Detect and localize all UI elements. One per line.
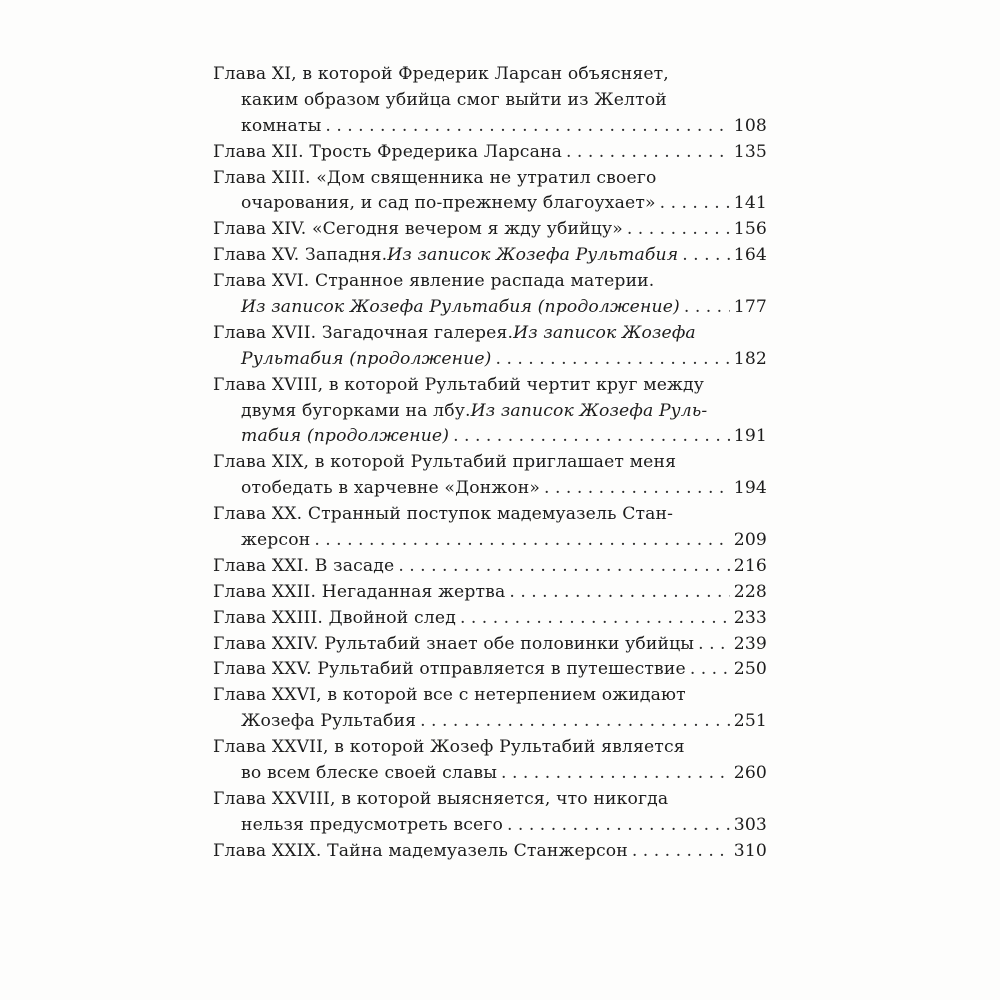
page-number: 233 <box>733 607 767 628</box>
toc-entry-continuation-line <box>213 399 767 425</box>
toc-entry-italic-text: Из записок Жозефа Рультабия <box>387 245 679 266</box>
toc-entry-text: Глава XXV. Рультабий отправляется в путешествие <box>213 659 686 680</box>
page-number: 194 <box>733 478 767 499</box>
toc-entry <box>213 217 767 243</box>
dot-leader <box>566 140 730 166</box>
toc-entry-continuation-line <box>213 761 767 787</box>
toc-entry-title-line <box>213 580 767 606</box>
toc-entry-title-line <box>213 450 767 476</box>
page-number: 191 <box>733 426 767 447</box>
toc-entry <box>213 554 767 580</box>
toc-entry <box>213 450 767 502</box>
toc-entry-text: Глава XXII. Негаданная жертва <box>213 581 506 602</box>
page-number: 303 <box>733 814 767 835</box>
page-number: 156 <box>733 219 767 240</box>
toc-entry-text: Глава XXVI, в которой все с нетерпением ожидают <box>213 685 686 706</box>
toc-entry-text: Глава XXI. В засаде <box>213 555 395 576</box>
dot-leader <box>420 709 730 735</box>
page-number: 239 <box>733 633 767 654</box>
toc-entry-text: нельзя предусмотреть всего <box>241 814 503 835</box>
toc-entry-text: комнаты <box>241 115 322 136</box>
toc-entry-title-line <box>213 554 767 580</box>
page-number: 260 <box>733 763 767 784</box>
toc-entry <box>213 735 767 787</box>
toc-entry-text: Глава XXIX. Тайна мадемуазель Станжерсон <box>213 840 628 861</box>
toc-entry <box>213 62 767 140</box>
toc-entry-italic-text: табия (продолжение) <box>241 426 450 447</box>
toc-entry-text: отобедать в харчевне «Донжон» <box>241 478 541 499</box>
toc-entry-title-line <box>213 243 767 269</box>
toc-entry-title-line <box>213 632 767 658</box>
table-of-contents <box>213 62 767 865</box>
toc-entry-text: Глава XIV. «Сегодня вечером я жду убийцу» <box>213 219 623 240</box>
dot-leader <box>660 191 730 217</box>
page-number: 182 <box>733 348 767 369</box>
toc-entry-text: жерсон <box>241 530 311 551</box>
toc-entry-text: каким образом убийца смог выйти из Желтой <box>241 89 667 110</box>
dot-leader <box>632 839 730 865</box>
toc-entry-continuation-line <box>213 424 767 450</box>
toc-entry-title-line <box>213 787 767 813</box>
toc-entry-continuation-line <box>213 295 767 321</box>
toc-entry-title-line <box>213 606 767 632</box>
toc-entry-continuation-line <box>213 347 767 373</box>
toc-entry-italic-text: Из записок Жозефа Руль- <box>470 400 708 421</box>
toc-entry-title-line <box>213 217 767 243</box>
toc-entry-continuation-line <box>213 191 767 217</box>
toc-entry-continuation-line <box>213 88 767 114</box>
page-number: 228 <box>733 581 767 602</box>
toc-entry <box>213 839 767 865</box>
toc-entry-title-line <box>213 62 767 88</box>
page-number: 108 <box>733 115 767 136</box>
toc-entry <box>213 140 767 166</box>
page-number: 216 <box>733 555 767 576</box>
toc-entry-continuation-line <box>213 813 767 839</box>
dot-leader <box>684 295 730 321</box>
page-number: 310 <box>733 840 767 861</box>
toc-entry-text: Глава XXIII. Двойной след <box>213 607 456 628</box>
toc-entry <box>213 243 767 269</box>
toc-entry <box>213 166 767 218</box>
toc-entry-text: Глава XV. Западня. <box>213 245 388 266</box>
toc-entry-text: Глава XVI. Странное явление распада материи. <box>213 271 655 292</box>
toc-entry <box>213 657 767 683</box>
toc-entry <box>213 787 767 839</box>
toc-entry-title-line <box>213 140 767 166</box>
page-number: 209 <box>733 530 767 551</box>
dot-leader <box>690 657 730 683</box>
toc-entry <box>213 606 767 632</box>
toc-entry <box>213 632 767 658</box>
page-number: 251 <box>733 711 767 732</box>
toc-entry-text: Глава XIII. «Дом священника не утратил своего <box>213 167 657 188</box>
dot-leader <box>501 761 730 787</box>
toc-entry-title-line <box>213 683 767 709</box>
toc-entry-title-line <box>213 657 767 683</box>
toc-entry-text: Жозефа Рультабия <box>241 711 417 732</box>
toc-entry-continuation-line <box>213 709 767 735</box>
toc-entry-title-line <box>213 166 767 192</box>
page-number: 141 <box>733 193 767 214</box>
toc-entry-italic-text: Из записок Жозефа <box>513 322 696 343</box>
toc-entry-title-line <box>213 321 767 347</box>
toc-entry-text: очарования, и сад по-прежнему благоухает» <box>241 193 656 214</box>
dot-leader <box>453 424 730 450</box>
toc-entry-text: Глава XVII. Загадочная галерея. <box>213 322 514 343</box>
dot-leader <box>509 580 729 606</box>
dot-leader <box>325 114 729 140</box>
toc-entry-title-line <box>213 735 767 761</box>
dot-leader <box>698 632 730 658</box>
toc-entry <box>213 321 767 373</box>
toc-entry-text: двумя бугорками на лбу. <box>241 400 471 421</box>
toc-entry-text: Глава XII. Трость Фредерика Ларсана <box>213 141 562 162</box>
toc-entry <box>213 502 767 554</box>
toc-entry-continuation-line <box>213 476 767 502</box>
page-number: 177 <box>733 297 767 318</box>
dot-leader <box>314 528 729 554</box>
dot-leader <box>398 554 729 580</box>
toc-entry-text: Глава XI, в которой Фредерик Ларсан объясняет, <box>213 64 669 84</box>
toc-entry-title-line <box>213 502 767 528</box>
dot-leader <box>682 243 729 269</box>
toc-entry-continuation-line <box>213 114 767 140</box>
toc-entry-text: Глава XX. Странный поступок мадемуазель Стан- <box>213 504 674 525</box>
page-number: 164 <box>733 245 767 266</box>
toc-entry <box>213 269 767 321</box>
toc-entry-text: Глава XXIV. Рультабий знает обе половинки убийцы <box>213 633 695 654</box>
toc-entry <box>213 683 767 735</box>
toc-entry-text: Глава XIX, в которой Рультабий приглашает меня <box>213 452 677 473</box>
dot-leader <box>460 606 730 632</box>
page-number: 250 <box>733 659 767 680</box>
toc-entry-text: во всем блеске своей славы <box>241 763 498 784</box>
toc-entry-title-line <box>213 839 767 865</box>
toc-entry-italic-text: Из записок Жозефа Рультабия (продолжение) <box>241 297 680 318</box>
toc-entry-title-line <box>213 373 767 399</box>
toc-entry-text: Глава XXVIII, в которой выясняется, что никогда <box>213 788 669 809</box>
toc-entry-text: Глава XVIII, в которой Рультабий чертит круг между <box>213 374 705 395</box>
page-number: 135 <box>733 141 767 162</box>
dot-leader <box>627 217 730 243</box>
dot-leader <box>507 813 730 839</box>
toc-entry-text: Глава XXVII, в которой Жозеф Рультабий является <box>213 737 685 758</box>
toc-entry-continuation-line <box>213 528 767 554</box>
toc-entry-title-line <box>213 269 767 295</box>
toc-entry-italic-text: Рультабия (продолжение) <box>241 348 492 369</box>
toc-entry <box>213 373 767 451</box>
toc-entry <box>213 580 767 606</box>
dot-leader <box>496 347 730 373</box>
dot-leader <box>544 476 730 502</box>
